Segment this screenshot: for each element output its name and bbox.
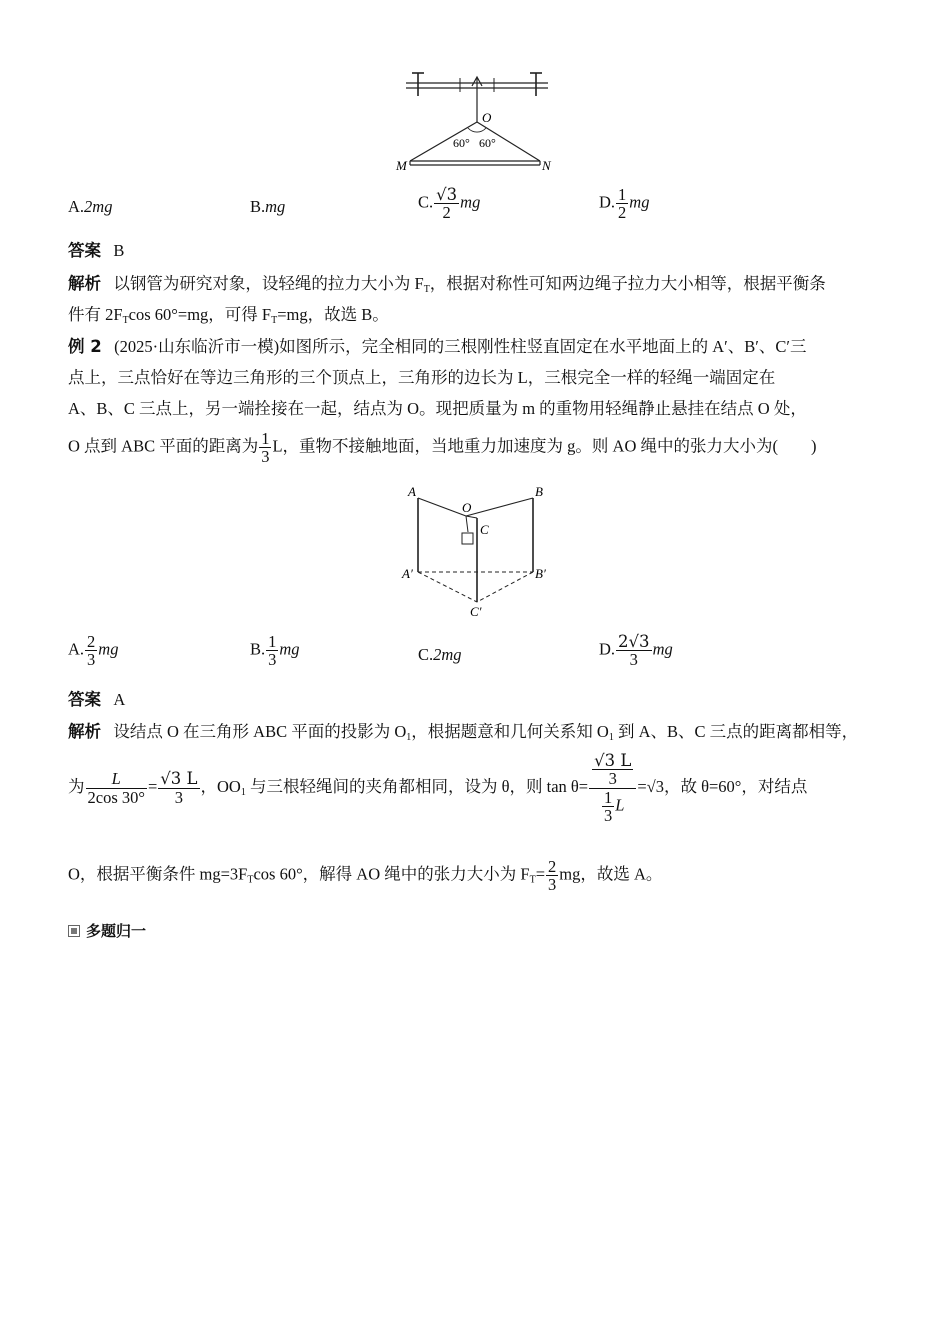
q1-option-b	[250, 197, 285, 217]
stem-text: O 点到 ABC 平面的距离为	[68, 436, 259, 456]
fraction	[616, 186, 628, 222]
frac-den: 3	[548, 875, 557, 895]
option-value: 2mg	[84, 197, 113, 216]
figure-steel-pipe	[390, 66, 570, 178]
fraction	[259, 430, 271, 466]
analysis-text: O，根据平衡条件 mg=3F	[68, 864, 248, 884]
analysis-text: cos 60°=mg，可得 F	[128, 305, 272, 324]
analysis-text: ，OO	[200, 776, 241, 796]
stem-text: 点上，三点恰好在等边三角形的三个顶点上，三角形的边长为 L，三根完全一样的轻绳一端固定在	[68, 368, 776, 387]
frac-num: √3	[436, 185, 458, 204]
q2-analysis-line-3	[68, 858, 662, 894]
option-value: mg	[265, 197, 286, 216]
subscript: T	[247, 874, 254, 886]
frac-den: 3	[174, 787, 184, 807]
option-tail: mg	[279, 639, 300, 659]
analysis-text: 与三根轻绳间的夹角都相同，设为 θ，则 tan θ=	[245, 776, 589, 796]
analysis-text: 以钢管为研究对象，设轻绳的拉力大小为 F	[113, 274, 424, 293]
frac-den: 3	[261, 447, 270, 467]
subscript: T	[271, 315, 278, 326]
frac-tail: L	[615, 795, 625, 815]
frac-num: √3 L	[160, 769, 198, 789]
option-tail: mg	[460, 192, 481, 212]
analysis-text: 为	[68, 776, 85, 796]
fraction	[86, 770, 147, 806]
fig1-angle-right: 60°	[479, 136, 496, 150]
q2-option-d	[599, 633, 673, 669]
analysis-text: mg，故选 A。	[559, 864, 663, 884]
section-title: 多题归一	[86, 922, 147, 940]
analysis-text: cos 60°，解得 AO 绳中的张力大小为 F	[253, 864, 530, 884]
frac-num: 1	[268, 632, 277, 651]
subscript: T	[423, 284, 430, 295]
fig1-label-N: N	[542, 158, 551, 173]
q2-stem-line-1	[68, 336, 806, 358]
frac-num: 2√3	[618, 632, 650, 651]
fig2-label-C: C	[480, 522, 489, 537]
frac-num: 1	[618, 185, 627, 204]
example-tag: 例 2	[68, 337, 102, 356]
q2-answer	[68, 689, 125, 711]
fraction	[616, 633, 652, 669]
q1-option-d	[599, 186, 649, 222]
section-heading	[68, 920, 146, 941]
stem-text: L，重物不接触地面，当地重力加速度为 g。则 AO 绳中的张力大小为( )	[272, 436, 817, 456]
frac-den: 3	[608, 769, 617, 789]
option-tail: mg	[629, 192, 650, 212]
frac-den: 2	[442, 203, 451, 223]
fig1-label-M: M	[396, 158, 407, 173]
analysis-text: 件有 2F	[68, 305, 123, 324]
analysis-text: =	[147, 776, 158, 796]
analysis-tag: 解析	[68, 722, 101, 741]
option-letter: C.	[418, 645, 434, 664]
option-tail: mg	[98, 639, 119, 659]
frac-den: 2cos 30°	[87, 787, 145, 807]
answer-tag: 答案	[68, 690, 101, 709]
q1-analysis-line-1	[68, 273, 826, 301]
stem-text: (2025·山东临沂市一模)如图所示，完全相同的三根刚性柱竖直固定在水平地面上的 A′、B′、C′三	[114, 337, 807, 356]
q2-option-c	[418, 645, 462, 665]
frac-den: 3	[268, 650, 277, 670]
compound-fraction	[589, 752, 636, 824]
q1-option-a	[68, 197, 112, 217]
q2-stem-line-2	[68, 367, 775, 389]
analysis-text: =mg，故选 B。	[277, 305, 389, 324]
q2-analysis-line-1	[68, 721, 858, 749]
frac-den: 3	[604, 805, 613, 825]
fraction	[434, 186, 459, 222]
fig1-angle-left: 60°	[453, 136, 470, 150]
fraction	[85, 633, 97, 669]
analysis-text: 设结点 O 在三角形 ABC 平面的投影为 O	[113, 722, 407, 741]
analysis-tag: 解析	[68, 274, 101, 293]
analysis-text: =	[535, 864, 545, 884]
q2-analysis-line-2	[68, 752, 807, 824]
subscript: 1	[608, 732, 614, 743]
option-tail: mg	[652, 639, 673, 659]
q1-answer	[68, 240, 124, 262]
subscript: 1	[406, 732, 412, 743]
fig2-label-A-prime: A′	[402, 566, 413, 581]
subscript: T	[122, 315, 129, 326]
answer-value: A	[113, 690, 126, 709]
compound-den	[589, 789, 636, 825]
option-letter: C.	[418, 192, 434, 212]
fraction	[158, 770, 199, 806]
analysis-text: =√3，故 θ=60°，对结点	[637, 776, 808, 796]
answer-value: B	[113, 241, 125, 260]
subscript: 1	[240, 786, 246, 798]
fig1-label-O: O	[482, 110, 492, 125]
frac-num: 1	[261, 429, 270, 448]
q2-stem-line-4	[68, 430, 817, 466]
frac-den: 3	[87, 650, 96, 670]
fig2-label-A: A	[408, 484, 416, 499]
option-letter: D.	[599, 639, 616, 659]
fraction	[602, 789, 614, 825]
option-letter: B.	[250, 639, 266, 659]
subscript: T	[529, 874, 536, 886]
frac-den: 3	[629, 650, 638, 670]
fraction	[592, 752, 633, 788]
option-letter: A.	[68, 639, 85, 659]
analysis-text: 到 A、B、C 三点的距离都相等，	[613, 722, 859, 741]
frac-num: 2	[548, 857, 557, 876]
frac-den: 2	[618, 203, 627, 223]
answer-tag: 答案	[68, 241, 101, 260]
section-square-icon	[68, 925, 80, 937]
q2-stem-line-3	[68, 398, 807, 420]
fig2-label-B-prime: B′	[535, 566, 546, 581]
compound-num	[589, 752, 636, 789]
frac-num: L	[86, 770, 147, 788]
option-value: 2mg	[433, 645, 462, 664]
option-letter: A.	[68, 197, 85, 216]
q2-option-a	[68, 633, 118, 669]
frac-num: √3 L	[594, 751, 632, 770]
fig2-label-C-prime: C′	[470, 604, 482, 619]
q1-option-c	[418, 186, 480, 222]
option-letter: B.	[250, 197, 266, 216]
fraction	[266, 633, 278, 669]
fraction	[546, 858, 558, 894]
analysis-text: ，根据题意和几何关系知 O	[411, 722, 609, 741]
fig2-label-O: O	[462, 500, 472, 515]
frac-num: 1	[604, 787, 613, 807]
analysis-text: ，根据对称性可知两边绳子拉力大小相等，根据平衡条	[429, 274, 826, 293]
option-letter: D.	[599, 192, 616, 212]
stem-text: A、B、C 三点上，另一端拴接在一起，结点为 O。现把质量为 m 的重物用轻绳静止悬挂在结点 O 处，	[68, 399, 807, 418]
frac-num: 2	[87, 632, 96, 651]
q1-analysis-line-2	[68, 304, 389, 332]
q2-option-b	[250, 633, 300, 669]
figure-three-columns	[396, 482, 556, 622]
fig2-label-B: B	[535, 484, 543, 499]
